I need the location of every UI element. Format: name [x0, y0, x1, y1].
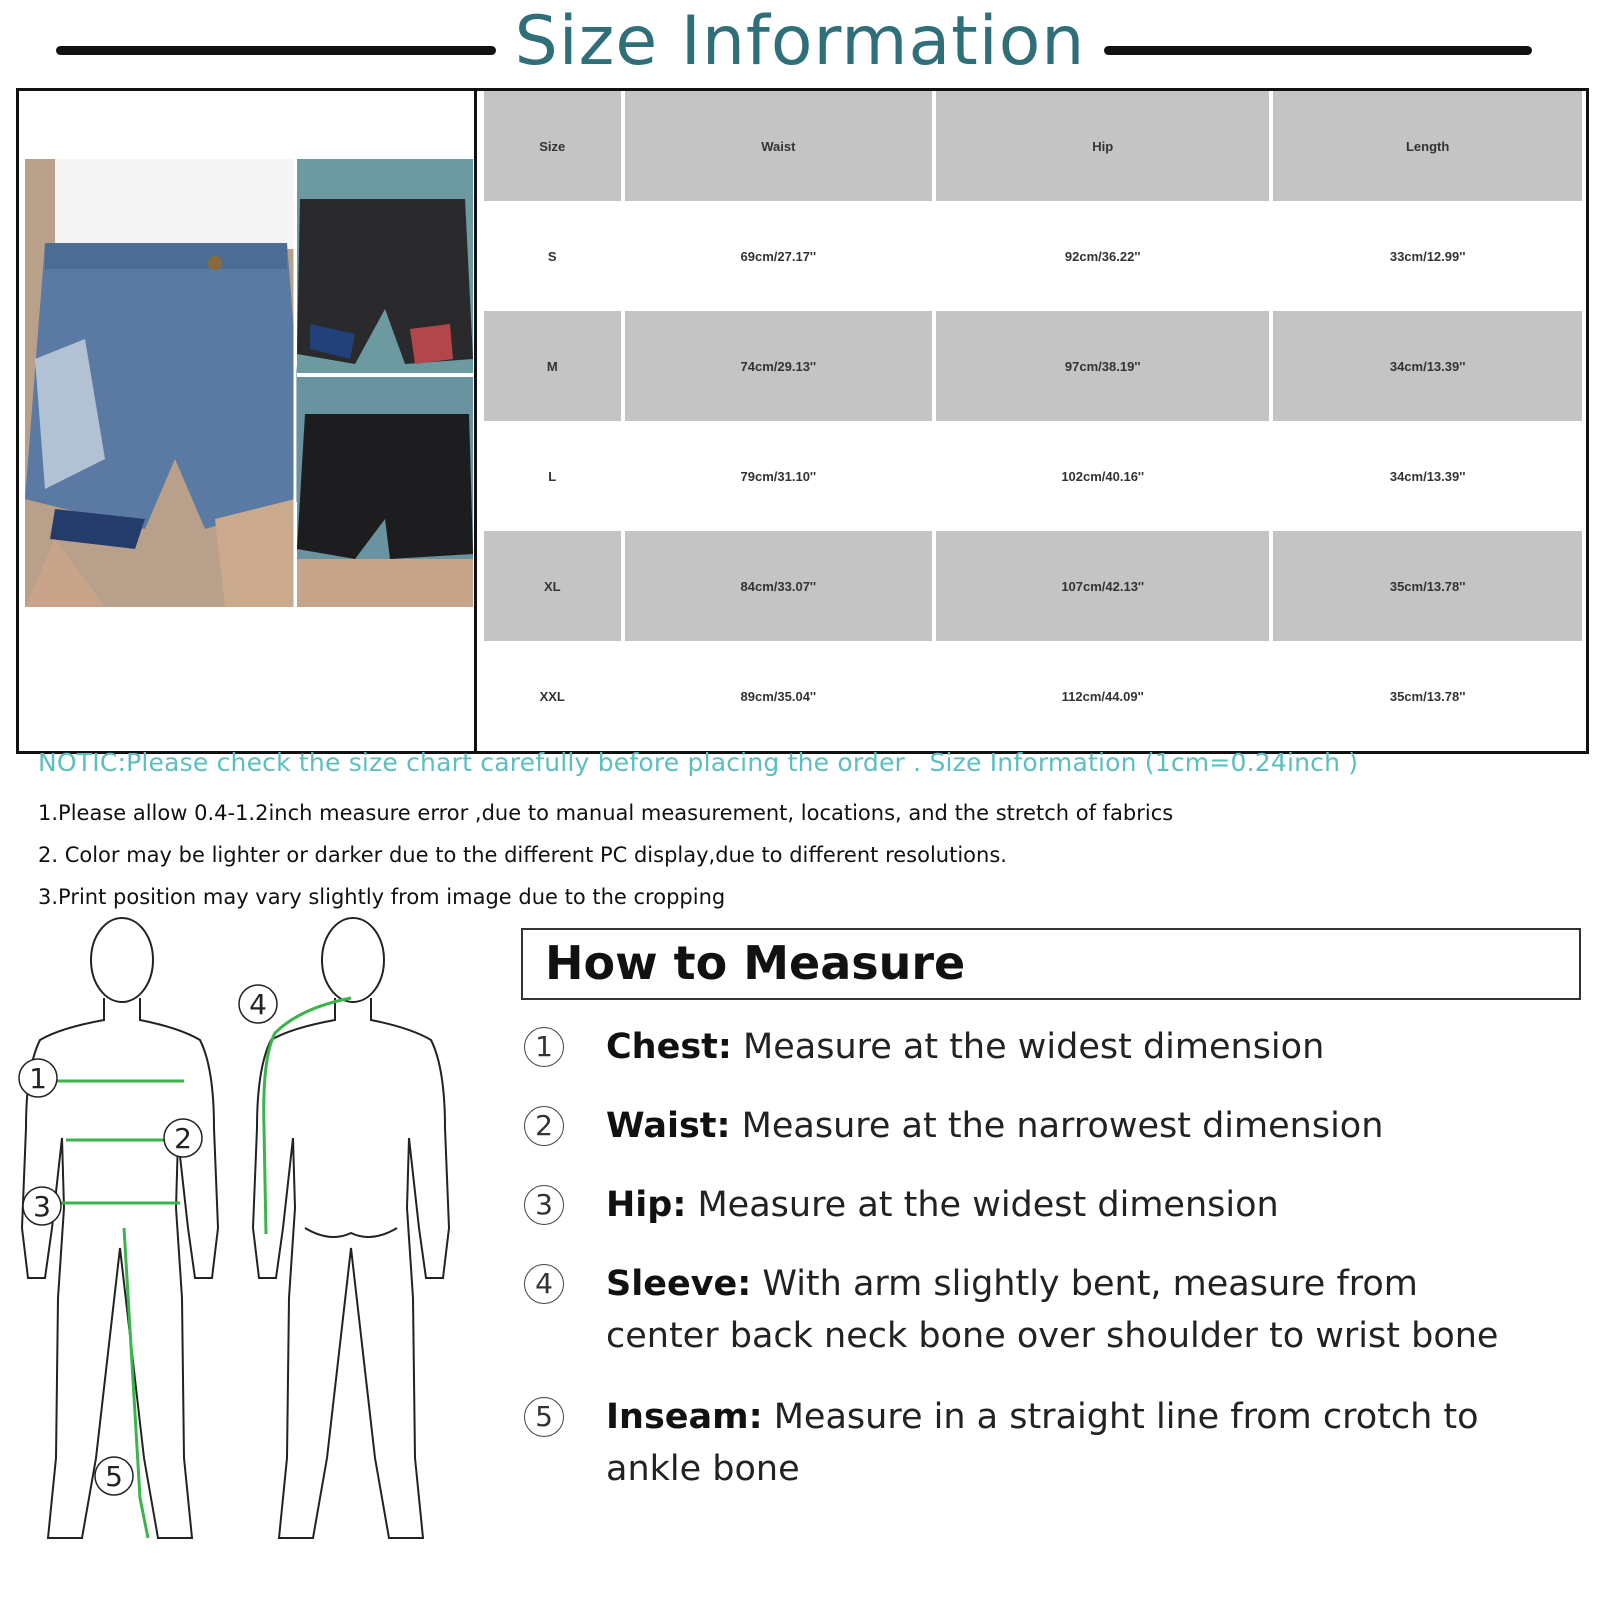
measure-number-sleeve: 4: [524, 1264, 564, 1304]
table-row: [484, 201, 1582, 311]
hip-cell: 107cm/42.13'': [936, 531, 1269, 641]
how-to-measure-header: [521, 928, 1581, 1000]
size-cell: S: [484, 201, 621, 311]
hip-cell: 97cm/38.19'': [936, 311, 1269, 421]
how-to-measure-title: How to Measure: [545, 936, 966, 990]
title-rule-right: [1104, 46, 1532, 55]
measure-desc: Measure at the widest dimension: [686, 1185, 1279, 1225]
waist-cell: 74cm/29.13'': [625, 311, 933, 421]
waist-cell: 84cm/33.07'': [625, 531, 933, 641]
length-cell: 34cm/13.39'': [1273, 421, 1582, 531]
measure-number-hip: 3: [524, 1185, 564, 1225]
size-cell: XL: [484, 531, 621, 641]
size-table-header-size: Size: [484, 91, 621, 201]
measure-desc: Measure in a straight line from crotch to: [762, 1397, 1479, 1437]
hip-cell: 92cm/36.22'': [936, 201, 1269, 311]
size-table-header-row: [484, 91, 1582, 201]
table-row: [484, 641, 1582, 751]
waist-cell: 89cm/35.04'': [625, 641, 933, 751]
size-cell: L: [484, 421, 621, 531]
length-cell: 35cm/13.78'': [1273, 531, 1582, 641]
table-row: [484, 531, 1582, 641]
figure-label-3: 3: [33, 1190, 51, 1223]
figure-label-5: 5: [105, 1460, 123, 1493]
measure-item-hip: [606, 1179, 1586, 1231]
measure-label: Inseam:: [606, 1397, 763, 1437]
waist-cell: 79cm/31.10'': [625, 421, 933, 531]
page-title: Size Information: [514, 2, 1086, 81]
measure-label: Waist:: [606, 1106, 731, 1146]
measure-desc: Measure at the narrowest dimension: [730, 1106, 1384, 1146]
size-chart-frame: [16, 88, 1589, 754]
note-measure-error: 1.Please allow 0.4-1.2inch measure error ,due to manual measurement, locations, and the stretch of fabrics: [38, 801, 1174, 825]
figure-label-1: 1: [29, 1062, 47, 1095]
note-color: 2. Color may be lighter or darker due to the different PC display,due to different resolutions.: [38, 843, 1007, 867]
waist-cell: 69cm/27.17'': [625, 201, 933, 311]
figure-label-2: 2: [174, 1122, 192, 1155]
table-row: [484, 421, 1582, 531]
size-cell: M: [484, 311, 621, 421]
measure-label: Chest:: [606, 1027, 732, 1067]
size-table-header-hip: Hip: [936, 91, 1269, 201]
table-row: [484, 311, 1582, 421]
size-table-header-length: Length: [1273, 91, 1582, 201]
hip-cell: 112cm/44.09'': [936, 641, 1269, 751]
length-cell: 33cm/12.99'': [1273, 201, 1582, 311]
measure-item-sleeve: [606, 1258, 1586, 1362]
length-cell: 35cm/13.78'': [1273, 641, 1582, 751]
hip-cell: 102cm/40.16'': [936, 421, 1269, 531]
size-cell: XXL: [484, 641, 621, 751]
measure-item-inseam: [606, 1391, 1586, 1495]
product-photo: [25, 159, 473, 607]
notice-text: NOTIC:Please check the size chart carefully before placing the order . Size Information (1cm=0.24inch ): [38, 748, 1359, 777]
size-table: [480, 91, 1586, 751]
product-photo-panel: [19, 91, 477, 751]
measure-number-waist: 2: [524, 1106, 564, 1146]
measure-desc: With arm slightly bent, measure from: [751, 1264, 1418, 1304]
figure-label-4: 4: [249, 988, 267, 1021]
length-cell: 34cm/13.39'': [1273, 311, 1582, 421]
measure-desc-line2: center back neck bone over shoulder to wrist bone: [606, 1316, 1499, 1356]
measure-number-inseam: 5: [524, 1397, 564, 1437]
title-rule-left: [56, 46, 496, 55]
measure-desc-line2: ankle bone: [606, 1449, 800, 1489]
body-measure-figures: [0, 898, 480, 1598]
measure-number-chest: 1: [524, 1027, 564, 1067]
measure-desc: Measure at the widest dimension: [731, 1027, 1325, 1067]
measure-label: Sleeve:: [606, 1264, 752, 1304]
measure-item-waist: [606, 1100, 1586, 1152]
measure-item-chest: [606, 1021, 1586, 1073]
size-table-header-waist: Waist: [625, 91, 933, 201]
note-print-position: 3.Print position may vary slightly from image due to the cropping: [38, 885, 726, 909]
measure-label: Hip:: [606, 1185, 687, 1225]
